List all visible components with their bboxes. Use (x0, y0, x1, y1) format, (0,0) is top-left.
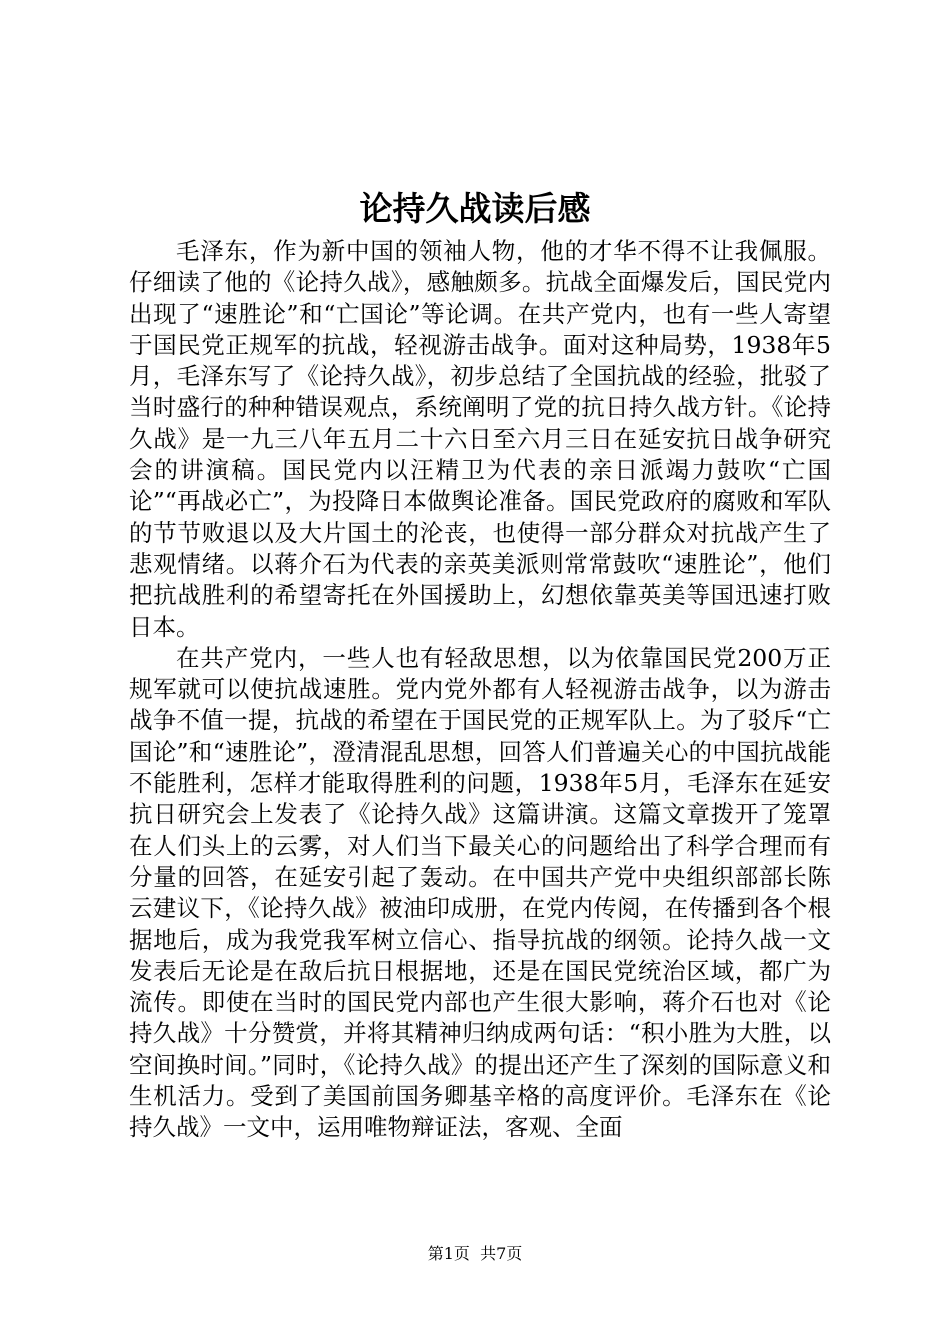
document-body (129, 236, 831, 1144)
document-title: 论持久战读后感 (359, 189, 591, 228)
page-total: 共7页 (480, 1244, 523, 1263)
page-number: 第1页 (427, 1244, 470, 1263)
paragraph: 在共产党内，一些人也有轻敌思想，以为依靠国民党200万正规军就可以使抗战速胜。党内党外都有人轻视游击战争，以为游击战争不值一提，抗战的希望在于国民党的正规军队上。为了驳斥“亡国论”和“速胜论”，澄清混乱思想，回答人们普遍关心的中国抗战能不能胜利，怎样才能取得胜利的问题，1938年5月，毛泽东在延安抗日研究会上发表了《论持久战》这篇讲演。这篇文章拨开了笼罩在人们头上的云雾，对人们当下最关心的问题给出了科学合理而有分量的回答，在延安引起了轰动。在中国共产党中央组织部部长陈云建议下，《论持久战》被油印成册，在党内传阅，在传播到各个根据地后，成为我党我军树立信心、指导抗战的纲领。论持久战一文发表后无论是在敌后抗日根据地，还是在国民党统治区域，都广为流传。即使在当时的国民党内部也产生很大影响，蒋介石也对《论持久战》十分赞赏，并将其精神归纳成两句话：“积小胜为大胜，以空间换时间。”同时，《论持久战》的提出还产生了深刻的国际意义和生机活力。受到了美国前国务卿基辛格的高度评价。毛泽东在《论持久战》一文中，运用唯物辩证法，客观、全面 (129, 643, 831, 1142)
page-footer (0, 1242, 950, 1266)
footer-spacer (470, 1244, 480, 1263)
paragraph: 毛泽东，作为新中国的领袖人物，他的才华不得不让我佩服。仔细读了他的《论持久战》，感触颇多。抗战全面爆发后，国民党内出现了“速胜论”和“亡国论”等论调。在共产党内，也有一些人寄望于国民党正规军的抗战，轻视游击战争。面对这种局势，1938年5月，毛泽东写了《论持久战》，初步总结了全国抗战的经验，批驳了当时盛行的种种错误观点，系统阐明了党的抗日持久战方针。《论持久战》是一九三八年五月二十六日至六月三日在延安抗日战争研究会的讲演稿。国民党内以汪精卫为代表的亲日派竭力鼓吹“亡国论”“再战必亡”，为投降日本做舆论准备。国民党政府的腐败和军队的节节败退以及大片国土的沦丧，也使得一部分群众对抗战产生了悲观情绪。以蒋介石为代表的亲英美派则常常鼓吹“速胜论”，他们把抗战胜利的希望寄托在外国援助上，幻想依靠英美等国迅速打败日本。 (129, 237, 831, 641)
